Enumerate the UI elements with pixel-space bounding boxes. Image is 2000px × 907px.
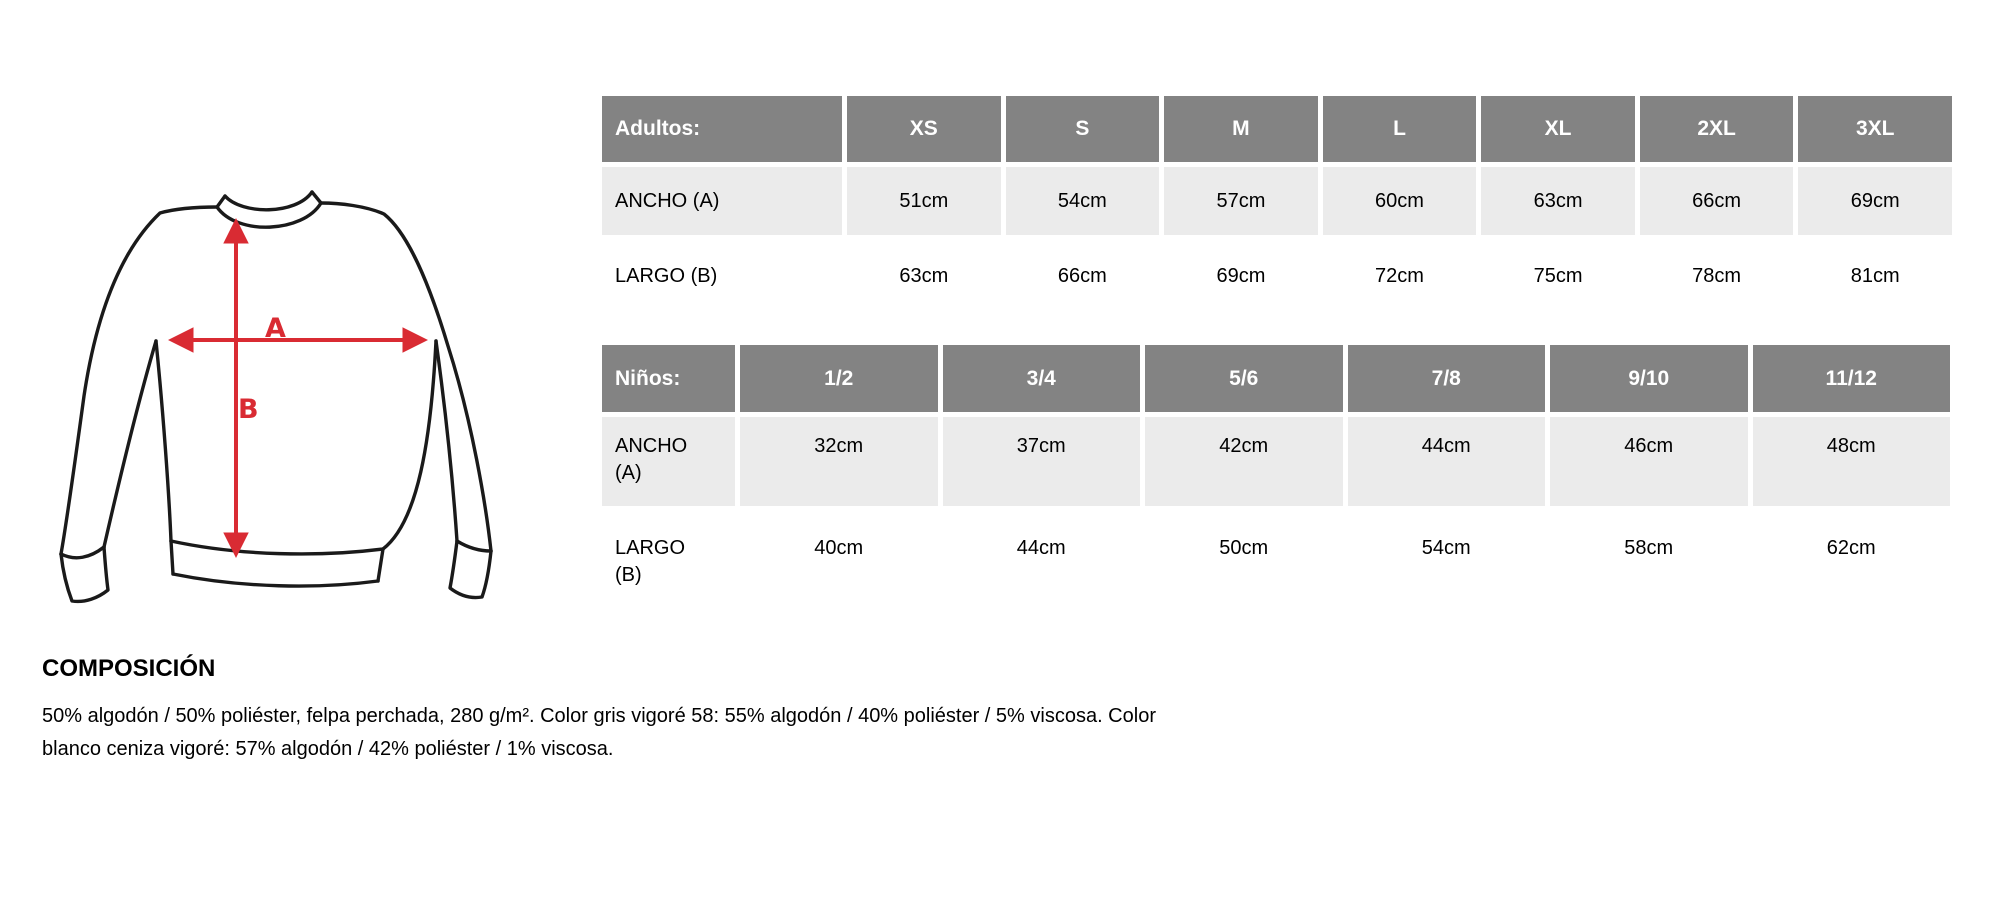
kids-ancho-value: 48cm [1753,417,1951,506]
kids-largo-value: 62cm [1826,537,1876,559]
kids-largo-value: 54cm [1421,537,1471,559]
adults-table-title: Adultos: [602,96,842,162]
adults-size-header: S [1006,96,1160,162]
adults-largo-value: 75cm [1533,264,1583,287]
adults-largo-label: LARGO (B) [615,264,718,287]
kids-ancho-label-text: ANCHO (A) [615,435,688,484]
adults-largo-value: 78cm [1692,264,1742,287]
sweater-measurement-diagram [20,110,600,630]
kids-ancho-value: 42cm [1145,417,1343,506]
adults-largo-value: 72cm [1375,264,1424,287]
kids-ancho-label [602,417,735,506]
width-label-a: A [265,313,286,344]
kids-size-header: 3/4 [943,345,1141,412]
composition-text: 50% algodón / 50% poliéster, felpa perchada, 280 g/m². Color gris vigoré 58: 55% algodón / 40% poliéster / 5% viscosa. Color blanco ceniza vigoré: 57% algodón / 42% poliéster / 1% viscosa. [42,705,1156,760]
measurement-arrows [172,222,424,554]
kids-size-header: 7/8 [1348,345,1546,412]
adults-size-header: L [1323,96,1477,162]
kids-size-header: 9/10 [1550,345,1748,412]
adults-size-header: XL [1481,96,1635,162]
length-label-b: B [238,394,259,425]
kids-largo-value: 58cm [1624,537,1674,559]
adults-size-header: XS [847,96,1001,162]
adults-ancho-value: 57cm [1164,167,1318,235]
kids-largo-value: 44cm [1016,537,1066,559]
kids-largo-value: 40cm [814,537,864,559]
kids-largo-label-text: LARGO (B) [615,537,686,586]
kids-table-title: Niños: [602,345,735,412]
adults-largo-value: 69cm [1216,264,1266,287]
adults-size-table [602,96,1952,312]
adults-size-header: 3XL [1798,96,1952,162]
adults-ancho-value: 63cm [1481,167,1635,235]
sweater-outline [61,192,491,601]
adults-largo-value: 66cm [1057,264,1107,287]
kids-size-header: 5/6 [1145,345,1343,412]
kids-size-header: 11/12 [1753,345,1951,412]
kids-size-table [602,345,1950,602]
adults-size-header: M [1164,96,1318,162]
adults-ancho-value: 51cm [847,167,1001,235]
kids-ancho-value: 44cm [1348,417,1546,506]
adults-largo-value: 81cm [1850,264,1900,287]
kids-largo-value: 50cm [1219,537,1269,559]
kids-ancho-value: 37cm [943,417,1141,506]
kids-ancho-value: 46cm [1550,417,1748,506]
adults-largo-value: 63cm [899,264,949,287]
composition-heading: COMPOSICIÓN [42,655,216,682]
kids-largo-label [602,511,735,602]
adults-ancho-value: 66cm [1640,167,1794,235]
kids-size-header: 1/2 [740,345,938,412]
adults-ancho-label: ANCHO (A) [602,167,842,235]
adults-ancho-value: 60cm [1323,167,1477,235]
adults-size-header: 2XL [1640,96,1794,162]
adults-ancho-value: 69cm [1798,167,1952,235]
adults-ancho-value: 54cm [1006,167,1160,235]
kids-ancho-value: 32cm [740,417,938,506]
